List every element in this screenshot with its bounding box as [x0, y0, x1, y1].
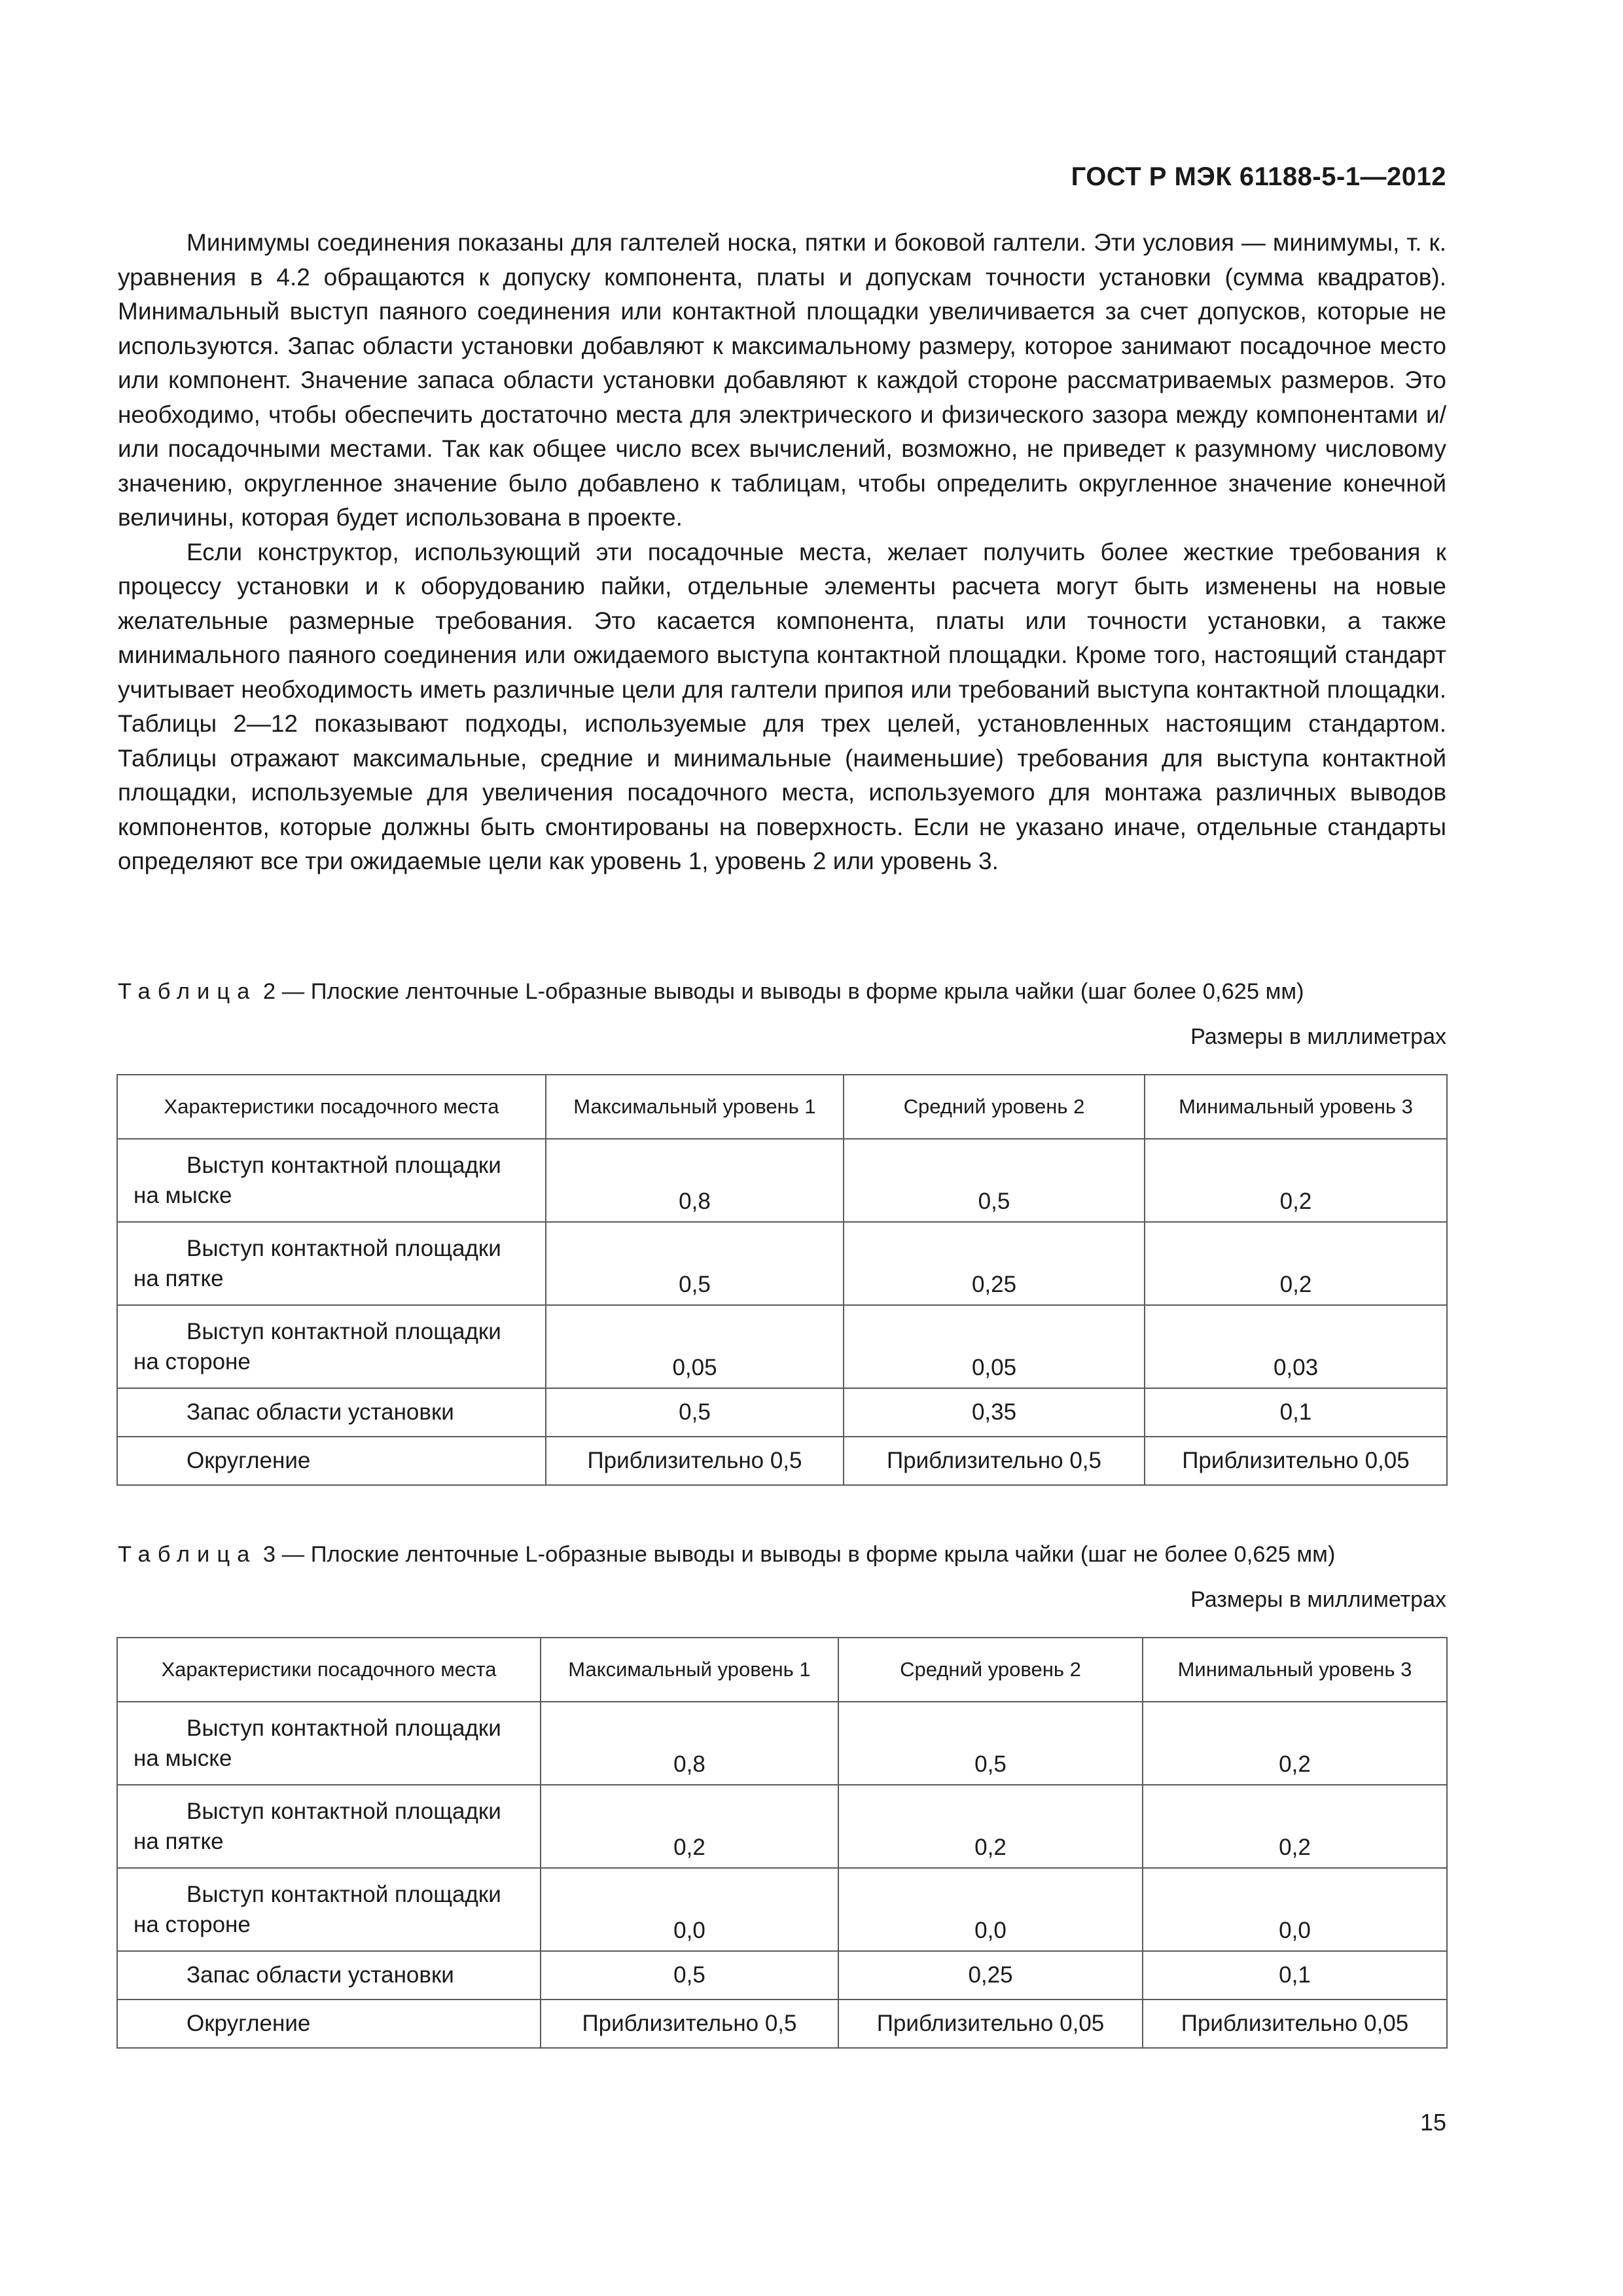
- table-2: [116, 1074, 1448, 1486]
- table-cell: Приблизительно 0,05: [1143, 2000, 1447, 2048]
- table-cell: 0,05: [844, 1305, 1145, 1388]
- caption-text: 2 — Плоские ленточные L-образные выводы и выводы в форме крыла чайки (шаг более 0,625 мм): [257, 979, 1304, 1004]
- table-header-row: [117, 1638, 1447, 1702]
- table-cell: 0,2: [1143, 1785, 1447, 1868]
- column-header: Максимальный уровень 1: [541, 1638, 838, 1702]
- table-header-row: [117, 1075, 1447, 1139]
- table-cell: 0,0: [838, 1868, 1143, 1951]
- table-cell: 0,5: [546, 1222, 844, 1305]
- column-header: Минимальный уровень 3: [1145, 1075, 1447, 1139]
- table-cell: 0,05: [546, 1305, 844, 1388]
- row-label: Выступ контактной площадки на стороне: [117, 1868, 541, 1951]
- table-row: [117, 1388, 1447, 1437]
- table-cell: 0,5: [844, 1139, 1145, 1222]
- paragraph: Если конструктор, использующий эти посадочные места, желает получить более жесткие требования к процессу установки и к оборудованию пайки, отдельные элементы расчета могут быть изменены на новые желательные размерные требования. Это касается компонента, платы или точности установки, а также минимального паяного соединения или ожидаемого выступа контактной площадки. Кроме того, настоящий стандарт учитывает необходимость иметь различные цели для галтели припоя или требований выступа контактной площадки. Таблицы 2—12 показывают подходы, используемые для трех целей, установленных настоящим стандартом. Таблицы отражают максимальные, средние и минимальные (наименьшие) требования для выступа контактной площадки, используемые для увеличения посадочного места, используемого для монтажа различных выводов компонентов, которые должны быть смонтированы на поверхность. Если не указано иначе, отдельные стандарты определяют все три ожидаемые цели как уровень 1, уровень 2 или уровень 3.: [118, 538, 1446, 874]
- row-label: Запас области установки: [117, 1388, 546, 1437]
- table-cell: 0,2: [1145, 1222, 1447, 1305]
- table-3-caption: [118, 1540, 1446, 1569]
- table-row: [117, 1868, 1447, 1951]
- table-cell: 0,1: [1143, 1951, 1447, 2000]
- table-cell: 0,2: [1143, 1702, 1447, 1785]
- table-2-units: Размеры в миллиметрах: [1190, 1024, 1446, 1049]
- table-cell: 0,8: [541, 1702, 838, 1785]
- table-row: [117, 2000, 1447, 2048]
- table-cell: Приблизительно 0,05: [838, 2000, 1143, 2048]
- column-header: Характеристики посадочного места: [117, 1075, 546, 1139]
- caption-word: Таблица: [118, 1542, 257, 1567]
- table-row: [117, 1222, 1447, 1305]
- table-cell: Приблизительно 0,5: [541, 2000, 838, 2048]
- body-text: [118, 226, 1446, 879]
- table-cell: 0,25: [838, 1951, 1143, 2000]
- table-row: [117, 1437, 1447, 1485]
- row-label: Выступ контактной площадки на мыске: [117, 1702, 541, 1785]
- table-cell: 0,5: [541, 1951, 838, 2000]
- table-cell: 0,2: [1145, 1139, 1447, 1222]
- table-row: [117, 1139, 1447, 1222]
- table-cell: 0,0: [1143, 1868, 1447, 1951]
- table-cell: 0,0: [541, 1868, 838, 1951]
- table-cell: Приблизительно 0,05: [1145, 1437, 1447, 1485]
- table-cell: 0,2: [541, 1785, 838, 1868]
- paragraph: Минимумы соединения показаны для галтелей носка, пятки и боковой галтели. Эти условия — минимумы, т. к. уравнения в 4.2 обращаются к допуску компонента, платы и допускам точности установки (сумма квадратов). Минимальный выступ паяного соединения или контактной площадки увеличивается за счет допусков, которые не используются. Запас области установки добавляют к максимальному размеру, которое занимают посадочное место или компонент. Значение запаса области установки добавляют к каждой стороне рассматриваемых размеров. Это необходимо, чтобы обеспечить достаточно места для электрического и физического зазора между компонентами и/или посадочными местами. Так как общее число всех вычислений, возможно, не приведет к разумному числовому значению, округленное значение было добавлено к таблицам, чтобы определить округленное значение конечной величины, которая будет использована в проекте.: [118, 229, 1446, 531]
- caption-text: 3 — Плоские ленточные L-образные выводы и выводы в форме крыла чайки (шаг не более 0,625 мм): [257, 1542, 1336, 1567]
- page-number: 15: [1419, 2109, 1446, 2136]
- column-header: Характеристики посадочного места: [117, 1638, 541, 1702]
- row-label: Округление: [117, 2000, 541, 2048]
- table-row: [117, 1305, 1447, 1388]
- table-cell: 0,5: [546, 1388, 844, 1437]
- table-3-units: Размеры в миллиметрах: [1190, 1587, 1446, 1612]
- table-cell: 0,03: [1145, 1305, 1447, 1388]
- caption-word: Таблица: [118, 979, 257, 1004]
- table-cell: Приблизительно 0,5: [844, 1437, 1145, 1485]
- table-2-caption: [118, 977, 1446, 1006]
- table-cell: 0,2: [838, 1785, 1143, 1868]
- column-header: Средний уровень 2: [838, 1638, 1143, 1702]
- table-row: [117, 1951, 1447, 2000]
- table-cell: Приблизительно 0,5: [546, 1437, 844, 1485]
- table-row: [117, 1702, 1447, 1785]
- table-cell: 0,8: [546, 1139, 844, 1222]
- column-header: Средний уровень 2: [844, 1075, 1145, 1139]
- table-cell: 0,5: [838, 1702, 1143, 1785]
- table-cell: 0,25: [844, 1222, 1145, 1305]
- table-cell: 0,35: [844, 1388, 1145, 1437]
- table-row: [117, 1785, 1447, 1868]
- document-code: ГОСТ Р МЭК 61188-5-1—2012: [1071, 162, 1446, 191]
- table-cell: 0,1: [1145, 1388, 1447, 1437]
- row-label: Округление: [117, 1437, 546, 1485]
- row-label: Выступ контактной площадки на пятке: [117, 1222, 546, 1305]
- column-header: Минимальный уровень 3: [1143, 1638, 1447, 1702]
- row-label: Выступ контактной площадки на стороне: [117, 1305, 546, 1388]
- row-label: Выступ контактной площадки на мыске: [117, 1139, 546, 1222]
- row-label: Запас области установки: [117, 1951, 541, 2000]
- table-3: [116, 1637, 1448, 2049]
- column-header: Максимальный уровень 1: [546, 1075, 844, 1139]
- row-label: Выступ контактной площадки на пятке: [117, 1785, 541, 1868]
